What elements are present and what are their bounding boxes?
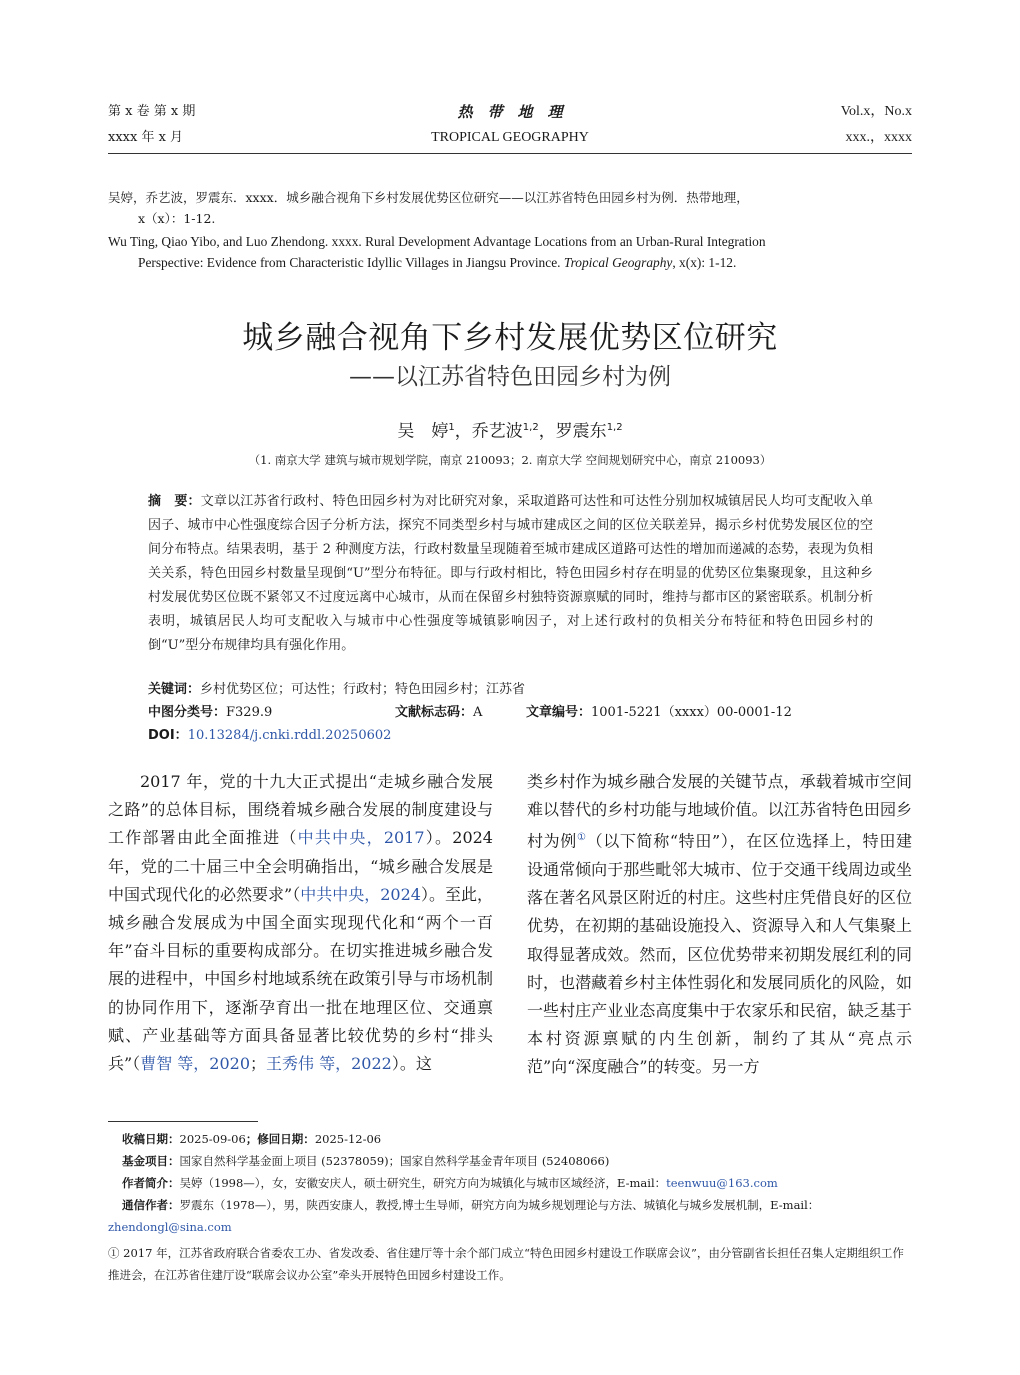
citation-link[interactable]: 王秀伟 等，2022 [266,1054,392,1074]
abstract [148,490,873,658]
body-text: 类乡村作为城乡融合发展的关键节点，承载着城市空间难以替代的乡村功能与地域价值。以江苏省特色田园乡村为例 [527,772,912,851]
doc-label: 文献标志码： [395,705,474,720]
abstract-text: 文章以江苏省行政村、特色田园乡村为对比研究对象，采取道路可达性和可达性分别加权城镇居民人均可支配收入单因子、城市中心性强度综合因子分析方法，探究不同类型乡村与城市建成区之间的区位关联差异，揭示乡村优势发展区位的空间分布特点。结果表明，基于 2 种测度方法，行政村数量呈现随着至城市建成区道路可达性的增加而递减的态势，表现为负相关关系，特色田园乡村数量呈现倒“U”型分布特征。即与行政村相比，特色田园乡村存在明显的优势区位集聚现象，且这种乡村发展优势区位既不紧邻又不过度远离中心城市，从而在保留乡村独特资源禀赋的同时，维持与都市区的紧密联系。机制分析表明，城镇居民人均可支配收入与城市中心性强度等城镇影响因子，对上述行政村的负相关分布特征和特色田园乡村的倒“U”型分布规律均具有强化作用。 [148,494,873,653]
doi-link[interactable]: 10.13284/j.cnki.rddl.20250602 [187,728,392,743]
keywords-text: 乡村优势区位；可达性；行政村；特色田园乡村；江苏省 [200,682,526,697]
citation-link[interactable]: 中共中央，2024 [300,884,421,904]
author-3: ，罗震东 [538,421,607,442]
footnote-rule [108,1121,258,1122]
keywords [148,680,873,700]
paper-subtitle: ——以江苏省特色田园乡村为例 [349,364,671,390]
citation-en-line2 [108,252,914,273]
body-text: ）。2024 年，党的二十届三中全会明确指出，“城乡融合发展是中国式现代化的必然要求”（ [108,828,493,904]
author-list [0,416,1020,444]
revised-label: ；修回日期： [245,1132,315,1146]
author-bio [108,1172,914,1194]
header-vol-en: Vol.x，No.x [840,104,912,119]
corr-email-line [108,1216,914,1238]
received-date [108,1128,914,1150]
doi-label: DOI： [148,728,188,743]
corresponding-author [108,1194,914,1216]
author-email-link[interactable]: teenwuu@163.com [666,1176,778,1190]
citation-en-line1: Wu Ting, Qiao Yibo, and Luo Zhendong. xxxx. Rural Development Advantage Locations from an Urban-Rural Integration [108,234,766,249]
author-2-affil: 1,2 [522,422,539,433]
author-1-affil: 1 [448,422,455,433]
body-paragraph-2 [527,768,912,1082]
corr-email-link[interactable]: zhendongl@sina.com [108,1220,232,1234]
author-2: ，乔艺波 [454,421,523,442]
revised-value: 2025-12-06 [314,1132,382,1146]
body-paragraph-1 [108,768,493,1078]
author-3-affil: 1,2 [606,422,623,433]
footnotes [108,1128,914,1286]
corr-value: 罗震东（1978—），男，陕西安康人，教授,博士生导师，研究方向为城乡规划理论与方法、城镇化与城乡发展机制，E-mail： [179,1198,820,1212]
body-column-left [108,768,493,1078]
received-label: 收稿日期： [122,1132,180,1146]
citation-cn [108,187,914,229]
body-text: ）。这 [391,1054,432,1074]
header-rule [108,153,912,154]
header-date: xxxx 年 x 月 [108,130,184,145]
citation-en-journal: Tropical Geography [563,255,673,270]
body-text: 2017 年，党的十九大正式提出“走城乡融合发展之路”的总体目标，围绕着城乡融合发展的制度建设与工作部署由此全面推进（ [108,772,493,848]
affiliation: （1. 南京大学 建筑与城市规划学院，南京 210093；2. 南京大学 空间规划研究中心，南京 210093） [248,453,772,467]
header-journal-en: TROPICAL GEOGRAPHY [431,130,589,145]
received-value: 2025-09-06 [179,1132,246,1146]
author-1: 吴 婷 [397,421,449,442]
clc-value: F329.9 [226,705,273,720]
doc-value: A [473,705,483,720]
keywords-label: 关键词： [148,682,201,697]
footnote-1: ① 2017 年，江苏省政府联合省委农工办、省发改委、省住建厅等十余个部门成立“特色田园乡村建设工作联席会议”，由分管副省长担任召集人定期组织工作推进会，在江苏省住建厅设“联席会议办公室”牵头开展特色田园乡村建设工作。 [108,1246,904,1282]
citation-link[interactable]: 曹智 等，2020 [140,1054,250,1074]
fund-label: 基金项目： [122,1154,180,1168]
body-text: （以下简称“特田”），在区位选择上，特田建设通常倾向于那些毗邻大城市、位于交通干线周边或坐落在著名风景区附近的村庄。这些村庄凭借良好的区位优势，在初期的基础设施投入、资源导入和人气集聚上取得显著成效。然而，区位优势带来初期发展红利的同时，也潜藏着乡村主体性弱化和发展同质化的风险，如一些村庄产业业态高度集中于农家乐和民宿，缺乏基于本村资源禀赋的内生创新，制约了其从“亮点示范”向“深度融合”的转变。另一方 [527,831,912,1077]
header-journal-cn: 热 带 地 理 [457,103,563,121]
article-number [526,703,792,723]
author-bio-value: 吴婷（1998—），女，安徽安庆人，硕士研究生，研究方向为城镇化与城市区域经济，E-mail： [179,1176,667,1190]
document-code [395,703,482,723]
citation-en-line2-a: Perspective: Evidence from Characteristic Idyllic Villages in Jiangsu Province. [138,255,561,270]
art-value: 1001-5221（xxxx）00-0001-12 [591,705,792,720]
fund-info [108,1150,914,1172]
clc-label: 中图分类号： [148,705,227,720]
fund-value: 国家自然科学基金面上项目 (52378059)；国家自然科学基金青年项目 (52408066) [179,1154,610,1168]
body-text: ）。至此，城乡融合发展成为中国全面实现现代化和“两个一百年”奋斗目标的重要构成部分。在切实推进城乡融合发展的进程中，中国乡村地域系统在政策引导与市场机制的协同作用下，逐渐孕育出一批在地理区位、交通禀赋、产业基础等方面具备显著比较优势的乡村“排头兵”（ [108,884,493,1074]
citation-cn-line2: x（x）：1-12. [138,211,216,226]
citation-en-line2-b: , x(x): 1-12. [672,255,737,270]
corr-label: 通信作者： [122,1198,180,1212]
body-column-right [527,768,912,1082]
paper-title: 城乡融合视角下乡村发展优势区位研究 [242,320,778,356]
abstract-label: 摘 要： [148,494,201,509]
header-date-en: xxx.，xxxx [845,130,912,145]
doi [148,726,391,746]
citation-cn-line1: 吴婷，乔艺波，罗震东．xxxx．城乡融合视角下乡村发展优势区位研究——以江苏省特色田园乡村为例．热带地理， [108,190,749,205]
body-text: ； [250,1054,267,1074]
footnote-marker[interactable]: ① [576,832,587,844]
author-bio-label: 作者简介： [122,1176,180,1190]
citation-en [108,231,914,273]
clc-number [148,703,272,723]
art-label: 文章编号： [526,705,592,720]
citation-link[interactable]: 中共中央，2017 [297,828,425,848]
header-volume: 第 x 卷 第 x 期 [108,104,196,119]
